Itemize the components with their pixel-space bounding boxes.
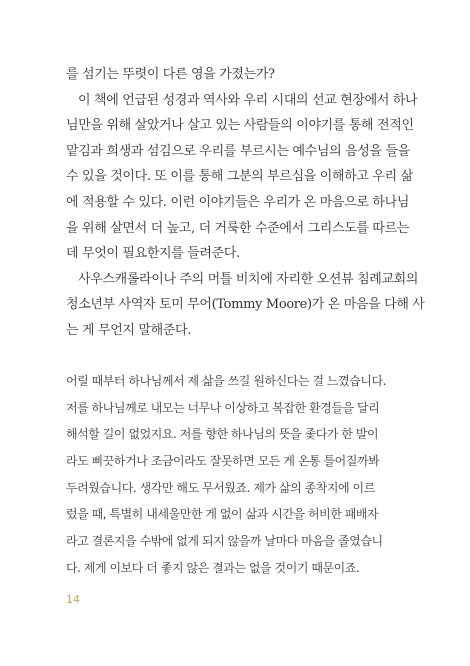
quote-line: 두려웠습니다. 생각만 해도 무서웠죠. 제가 삶의 종착지에 이르 [66, 480, 375, 495]
text-line: 데 무엇이 필요한지를 들려준다. [66, 246, 240, 262]
text-line: 을 위해 살면서 더 높고, 더 거룩한 수준에서 그리스도를 따르는 [66, 220, 410, 236]
text-line: 님만을 위해 살았거나 살고 있는 사람들의 이야기를 통해 전적인 [66, 118, 414, 134]
text-line: 는 게 무언지 말해준다. [66, 322, 192, 338]
page-number: 14 [66, 593, 80, 606]
text-line: 맡김과 희생과 섬김으로 우리를 부르시는 예수님의 음성을 들을 [66, 143, 410, 159]
quote-line: 해석할 길이 없었지요. 저를 향한 하나님의 뜻을 좇다가 한 발이 [66, 427, 379, 442]
quote-line: 다. 제게 이보다 더 좋지 않은 결과는 없을 것이기 때문이죠. [66, 560, 360, 575]
quote-line: 저를 하나님께로 내모는 너무나 이상하고 복잡한 환경들을 달리 [66, 400, 380, 415]
text-line: 청소년부 사역자 토미 무어(Tommy Moore)가 온 마음을 다해 사 [66, 297, 425, 313]
quote-line: 라도 삐끗하거나 조금이라도 잘못하면 모든 게 온통 틀어질까봐 [66, 454, 380, 469]
paragraph-start-line: 이 책에 언급된 성경과 역사와 우리 시대의 선교 현장에서 하나 [78, 92, 418, 108]
text-line: 에 적용할 수 있다. 이런 이야기들은 우리가 온 마음으로 하나님 [66, 194, 410, 210]
quote-line: 라고 결론지을 수밖에 없게 되지 않을까 날마다 마음을 졸였습니 [66, 534, 383, 549]
quote-line: 렀을 때, 특별히 내세울만한 게 없이 삶과 시간을 허비한 패배자 [66, 507, 379, 522]
text-line: 수 있을 것이다. 또 이를 통해 그분의 부르심을 이해하고 우리 삶 [66, 169, 413, 185]
text-line: 를 섬기는 뚜렷이 다른 영을 가졌는가? [66, 67, 275, 82]
quoted-testimony [66, 368, 406, 582]
quote-line: 어릴 때부터 하나님께서 제 삶을 쓰길 원하신다는 걸 느꼈습니다. [66, 374, 386, 388]
paragraph-start-line: 사우스캐롤라이나 주의 머틀 비치에 자리한 오션뷰 침례교회의 [78, 271, 419, 287]
main-text [66, 62, 425, 344]
